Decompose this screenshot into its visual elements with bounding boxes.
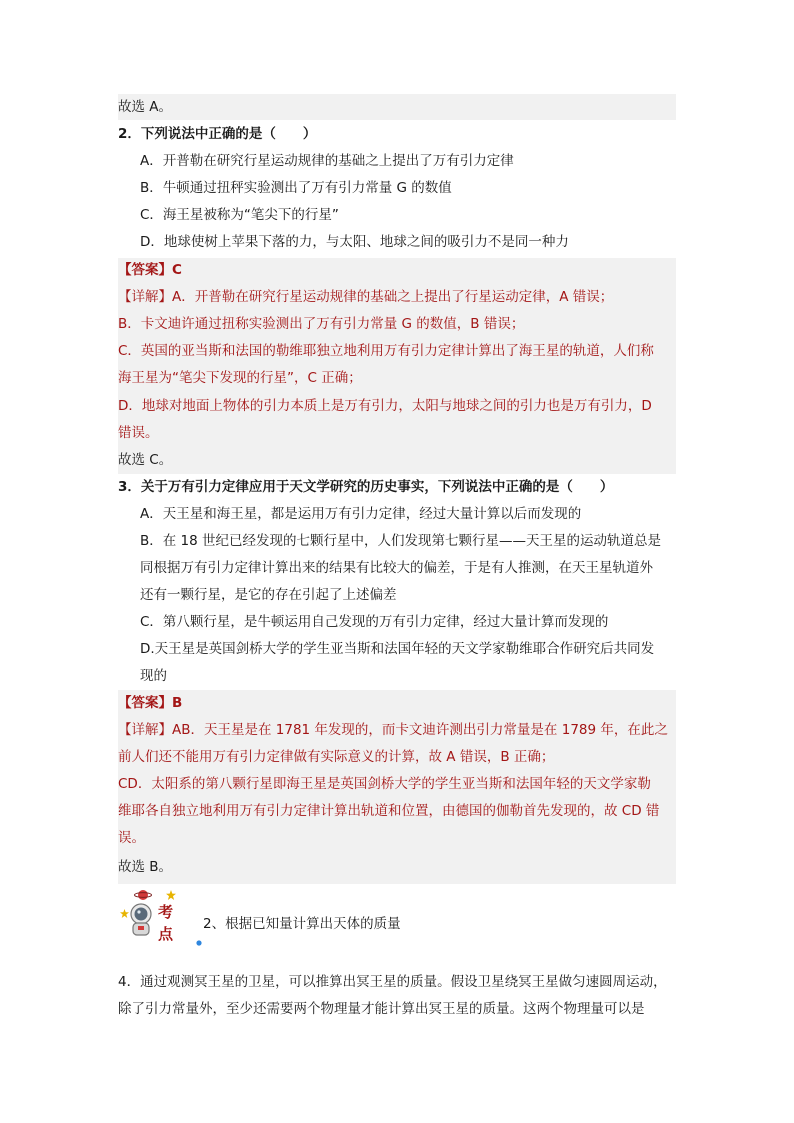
q3-option-a: A．天王星和海王星，都是运用万有引力定律，经过大量计算以后而发现的 <box>140 506 582 522</box>
section-badge-char: 考 <box>158 903 174 921</box>
q2-option-b: B．牛顿通过扭秤实验测出了万有引力常量 G 的数值 <box>140 180 452 196</box>
q3-option-d-cont: 现的 <box>140 668 167 684</box>
q3-detail-line: CD．太阳系的第八颗行星即海王星是英国剑桥大学的学生亚当斯和法国年轻的天文学家勒 <box>118 776 651 792</box>
q2-option-a: A．开普勒在研究行星运动规律的基础之上提出了万有引力定律 <box>140 153 514 169</box>
q2-detail-line: 【详解】A．开普勒在研究行星运动规律的基础之上提出了行星运动定律，A 错误； <box>118 289 614 305</box>
q1-conclusion: 故选 A。 <box>118 99 173 115</box>
q4-stem-line: 4．通过观测冥王星的卫星，可以推算出冥王星的质量。假设卫星绕冥王星做匀速圆周运动， <box>118 974 667 990</box>
q4-stem-line: 除了引力常量外，至少还需要两个物理量才能计算出冥王星的质量。这两个物理量可以是 <box>118 1001 645 1017</box>
q3-option-b-cont: 还有一颗行星，是它的存在引起了上述偏差 <box>140 587 397 603</box>
q2-stem: 2．下列说法中正确的是（ ） <box>118 126 317 142</box>
q3-option-b-cont: 同根据万有引力定律计算出来的结果有比较大的偏差，于是有人推测，在天王星轨道外 <box>140 560 653 576</box>
q2-detail-line: B．卡文迪许通过扭称实验测出了万有引力常量 G 的数值，B 错误； <box>118 316 525 332</box>
q3-answer: 【答案】B <box>118 695 183 711</box>
q3-detail-line: 误。 <box>118 830 145 846</box>
q2-option-d: D．地球使树上苹果下落的力，与太阳、地球之间的吸引力不是同一种力 <box>140 234 569 250</box>
q2-answer: 【答案】C <box>118 262 182 278</box>
q3-detail-line: 前人们还不能用万有引力定律做有实际意义的计算，故 A 错误，B 正确； <box>118 749 555 765</box>
astronaut-icon <box>128 903 154 941</box>
q2-detail-line: C．英国的亚当斯和法国的勒维耶独立地利用万有引力定律计算出了海王星的轨道，人们称 <box>118 343 654 359</box>
section-badge-char: 点 <box>158 925 174 943</box>
q3-option-d: D.天王星是英国剑桥大学的学生亚当斯和法国年轻的天文学家勒维耶合作研究后共同发 <box>140 641 655 657</box>
q3-conclusion: 故选 B。 <box>118 859 173 875</box>
q2-detail-line: 海王星为“笔尖下发现的行星”，C 正确； <box>118 370 362 386</box>
q3-option-c: C．第八颗行星，是牛顿运用自己发现的万有引力定律，经过大量计算而发现的 <box>140 614 609 630</box>
q1-answer-block <box>118 94 676 120</box>
q2-detail-line: 错误。 <box>118 425 159 441</box>
q2-detail-line: D．地球对地面上物体的引力本质上是万有引力，太阳与地球之间的引力也是万有引力，D <box>118 398 652 414</box>
section-title: 2、根据已知量计算出天体的质量 <box>203 916 401 932</box>
q2-option-c: C．海王星被称为“笔尖下的行星” <box>140 207 339 223</box>
dot-icon <box>196 931 202 950</box>
q3-detail-line: 维耶各自独立地利用万有引力定律计算出轨道和位置，由德国的伽勒首先发现的，故 CD 错 <box>118 803 660 819</box>
q3-option-b: B．在 18 世纪已经发现的七颗行星中，人们发现第七颗行星——天王星的运动轨道总是 <box>140 533 662 549</box>
q2-conclusion: 故选 C。 <box>118 452 173 468</box>
q3-stem: 3．关于万有引力定律应用于天文学研究的历史事实，下列说法中正确的是（ ） <box>118 479 614 495</box>
q3-detail-line: 【详解】AB．天王星是在 1781 年发现的，而卡文迪许测出引力常量是在 1789 年，在此之 <box>118 722 668 738</box>
